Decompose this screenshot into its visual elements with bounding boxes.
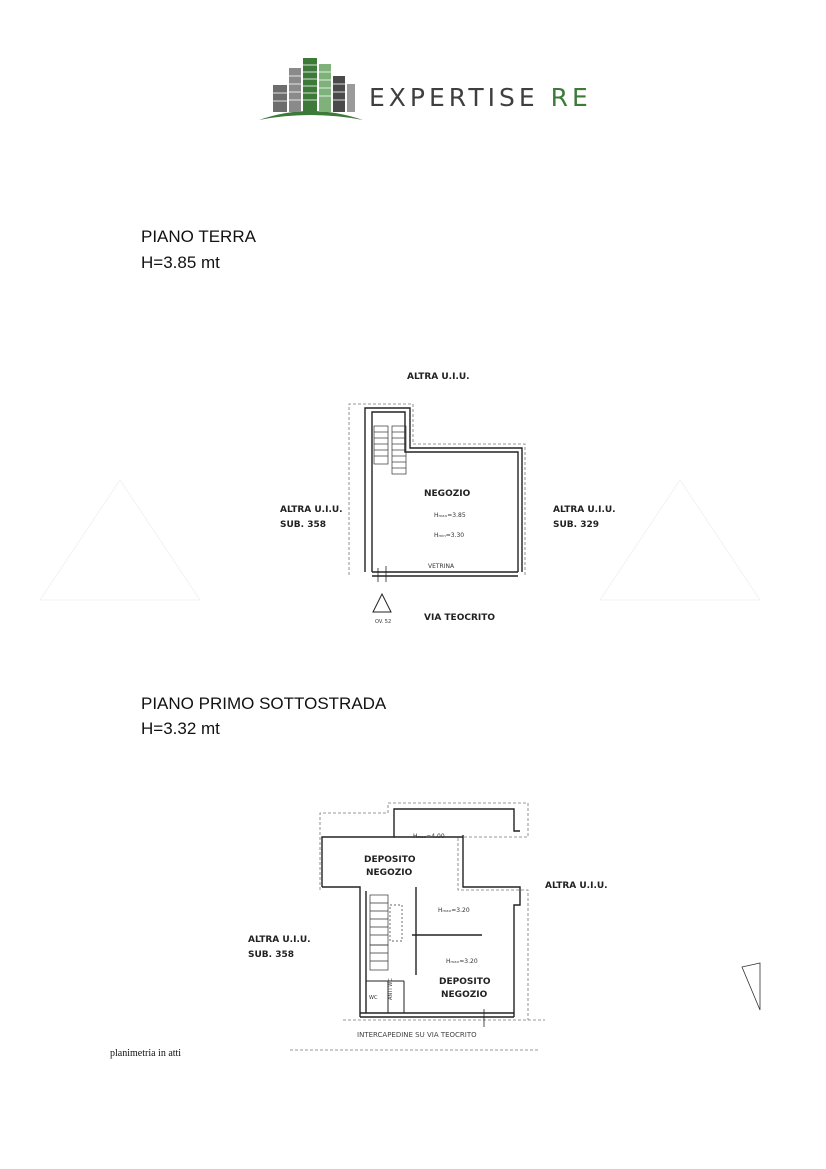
- basement-height-low: Hₘₐₓ=3.20: [446, 958, 478, 965]
- basement-plan: [0, 795, 826, 1075]
- ground-label-right-1: ALTRA U.I.U.: [553, 505, 616, 515]
- ground-height-max: Hₘₐₓ=3.85: [434, 512, 466, 519]
- footnote: planimetria in atti: [110, 1048, 182, 1059]
- ground-label-right-2: SUB. 329: [553, 520, 599, 530]
- basement-height-top: Hₘₐₓ=4.00: [413, 833, 445, 840]
- ground-street-label: VIA TEOCRITO: [424, 613, 496, 623]
- basement-label-right: ALTRA U.I.U.: [545, 881, 608, 891]
- basement-height-mid: Hₘₐₓ=3.20: [438, 907, 470, 914]
- basement-wc-label: WC: [369, 995, 378, 1001]
- ground-room-label: NEGOZIO: [424, 489, 471, 499]
- basement-anti-wc-label: ANTI WC: [388, 978, 394, 1000]
- brand-accent-text: RE: [550, 83, 592, 112]
- basement-label-left-2: SUB. 358: [248, 950, 294, 960]
- brand-main-text: EXPERTISE: [369, 83, 551, 112]
- basement-height: H=3.32 mt: [141, 719, 220, 738]
- basement-title: PIANO PRIMO SOTTOSTRADA: [141, 694, 387, 713]
- ground-label-left-2: SUB. 358: [280, 520, 326, 530]
- ground-label-left-1: ALTRA U.I.U.: [280, 505, 343, 515]
- basement-label-left-1: ALTRA U.I.U.: [248, 935, 311, 945]
- basement-intercapedine-label: INTERCAPEDINE SU VIA TEOCRITO: [357, 1031, 477, 1039]
- ground-vetrina-label: VETRINA: [428, 563, 455, 570]
- north-arrow-icon: [373, 594, 391, 612]
- building-logo-icon: [255, 50, 365, 125]
- brand-name: [369, 83, 592, 112]
- basement-deposito1-2: NEGOZIO: [366, 868, 413, 878]
- ground-floor-title: PIANO TERRA: [141, 227, 256, 246]
- ground-floor-drawing: [0, 360, 826, 650]
- ground-label-top: ALTRA U.I.U.: [407, 372, 470, 382]
- basement-deposito2-2: NEGOZIO: [441, 990, 488, 1000]
- basement-deposito2-1: DEPOSITO: [439, 977, 491, 987]
- ground-north-code: OV. 52: [375, 619, 392, 625]
- ground-floor-height: H=3.85 mt: [141, 253, 220, 272]
- basement-deposito1-1: DEPOSITO: [364, 855, 416, 865]
- company-logo: [255, 50, 625, 125]
- ground-floor-plan: [0, 360, 826, 650]
- ground-height-min: Hₘᵢₙ=3.30: [434, 532, 465, 539]
